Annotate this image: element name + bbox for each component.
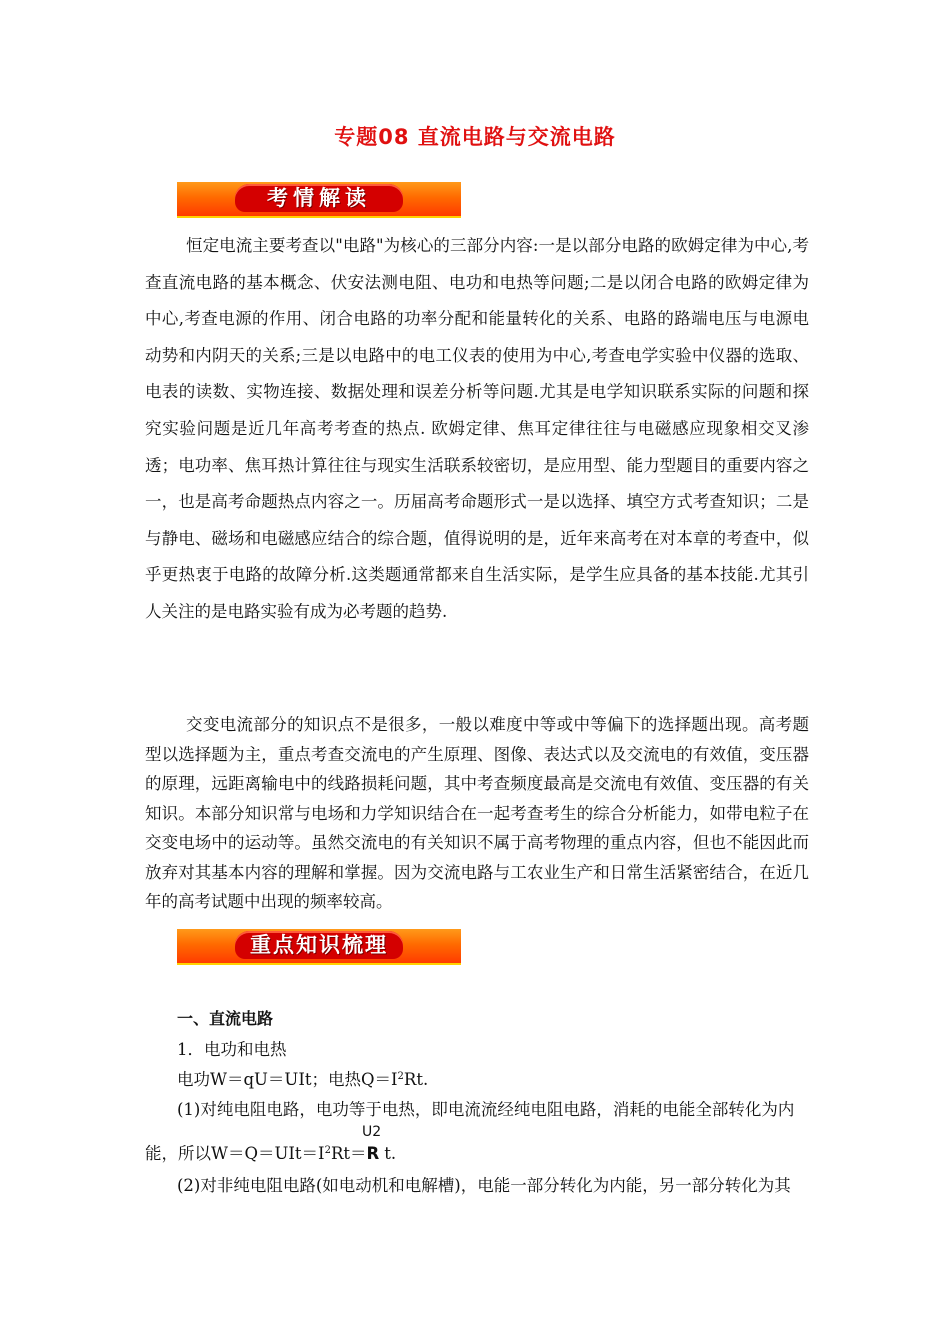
formula-text: 能，所以W＝Q＝UIt＝I xyxy=(145,1144,325,1163)
formula-line xyxy=(177,1066,428,1090)
banner-label: 考情解读 xyxy=(267,186,371,210)
formula-text-end: Rt. xyxy=(403,1070,429,1089)
superscript: 2 xyxy=(397,1071,404,1082)
fraction-numerator: U2 xyxy=(362,1124,382,1140)
page-title: 专题08 直流电路与交流电路 xyxy=(334,125,616,149)
formula-text: 电功W＝qU＝UIt；电热Q＝I xyxy=(177,1070,398,1089)
point-1-line-2 xyxy=(145,1140,396,1164)
exam-analysis-paragraph-2: 交变电流部分的知识点不是很多，一般以难度中等或中等偏下的选择题出现。高考题型以选择题为主，重点考查交流电的产生原理、图像、表达式以及交流电的有效值，变压器的原理，远距离输电中的线路损耗问题，其中考查频度最高是交流电有效值、变压器的有关知识。本部分知识常与电场和力学知识结合在一起考查考生的综合分析能力，如带电粒子在交变电场中的运动等。虽然交流电的有关知识不属于高考物理的重点内容，但也不能因此而放弃对其基本内容的理解和掌握。因为交流电路与工农业生产和日常生活紧密结合，在近几年的高考试题中出现的频率较高。 xyxy=(145,715,809,911)
banner-label: 重点知识梳理 xyxy=(250,933,388,957)
point-2-line: (2)对非纯电阻电路(如电动机和电解槽)，电能一部分转化为内能，另一部分转化为其 xyxy=(177,1176,791,1195)
exam-analysis-banner xyxy=(177,182,461,218)
exam-analysis-paragraph-1: 恒定电流主要考查以"电路"为核心的三部分内容:一是以部分电路的欧姆定律为中心,考查直流电路的基本概念、伏安法测电阻、电功和电热等问题;二是以闭合电路的欧姆定律为中心,考查电源的作用、闭合电路的功率分配和能量转化的关系、电路的路端电压与电源电动势和内阴天的关系;三是以电路中的电工仪表的使用为中心,考查电学实验中仪器的选取、电表的读数、实物连接、数据处理和误差分析等问题.尤其是电学知识联系实际的问题和探究实验问题是近几年高考考查的热点. 欧姆定律、焦耳定律往往与电磁感应现象相交叉渗透；电功率、焦耳热计算往往与现实生活联系较密切，是应用型、能力型题目的重要内容之一，也是高考命题热点内容之一。历届高考命题形式一是以选择、填空方式考查知识；二是与静电、磁场和电磁感应结合的综合题，值得说明的是，近年来高考在对本章的考查中，似乎更热衷于电路的故障分析.这类题通常都来自生活实际，是学生应具备的基本技能.尤其引人关注的是电路实验有成为必考题的趋势. xyxy=(145,236,809,621)
point-1-line-1: (1)对纯电阻电路，电功等于电热，即电流流经纯电阻电路，消耗的电能全部转化为内 xyxy=(177,1100,795,1119)
fraction-denominator: R xyxy=(366,1144,380,1163)
section-heading: 一、直流电路 xyxy=(177,1009,274,1028)
formula-text-mid: Rt＝ xyxy=(330,1144,367,1163)
key-knowledge-banner xyxy=(177,929,461,965)
item-heading: 1．电功和电热 xyxy=(177,1040,287,1059)
superscript: 2 xyxy=(324,1145,331,1156)
formula-text-end: t. xyxy=(384,1144,397,1163)
